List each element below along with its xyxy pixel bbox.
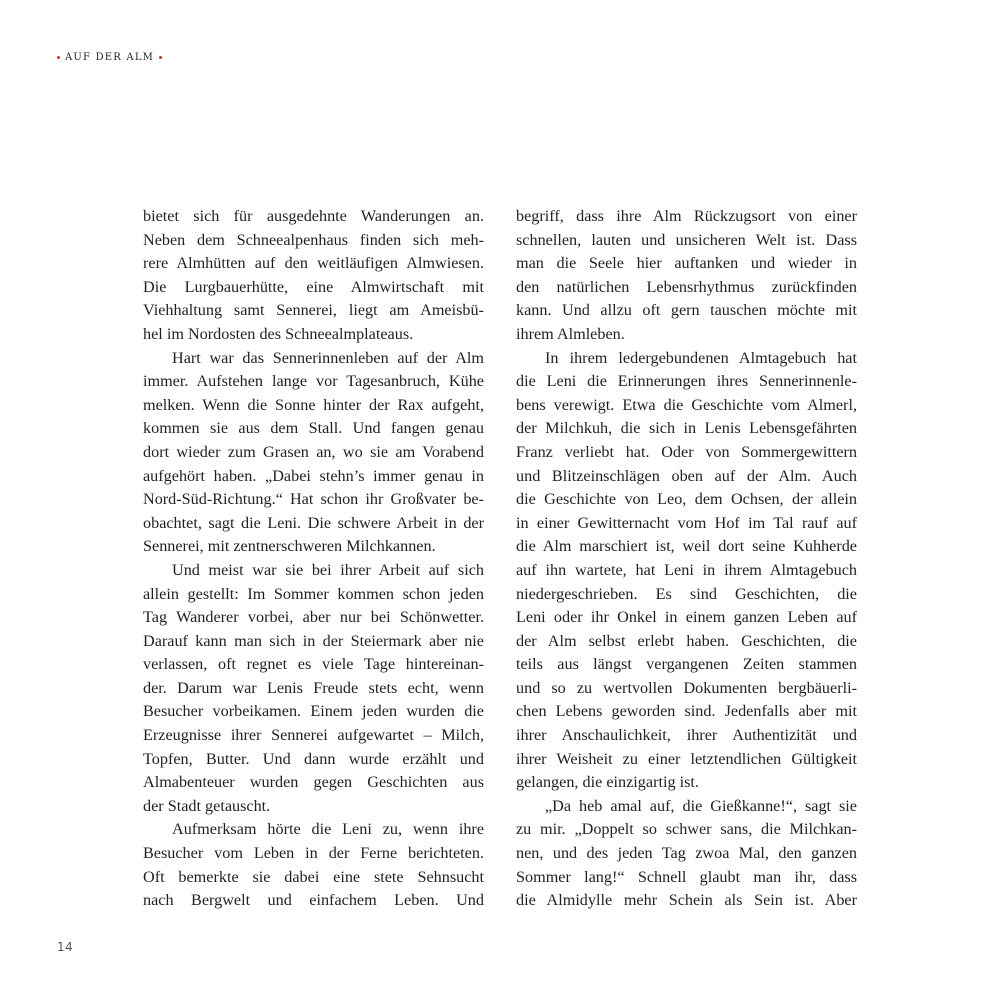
text-line: verlassen, oft regnet es viele Tage hintereinan- (143, 655, 484, 674)
text-line: Und meist war sie bei ihrer Arbeit auf sich (172, 560, 484, 579)
text-line: ihrem Almleben. (516, 324, 625, 343)
running-head (57, 52, 162, 63)
text-line: man die Seele hier auftanken und wieder in (516, 254, 857, 273)
text-line: rere Almhütten auf den weitläufigen Almwiesen. (143, 254, 484, 273)
text-line: hel im Nordosten des Schneealmplateaus. (143, 324, 414, 343)
text-line: Besucher vorbeikamen. Einem jeden wurden die (143, 702, 484, 721)
text-line: die Almidylle mehr Schein als Sein ist. Aber (516, 891, 857, 910)
text-line: die Alm marschiert ist, weil dort seine Kuhherde (516, 537, 857, 556)
text-line: Darauf kann man sich in der Steiermark aber nie (143, 631, 484, 650)
text-line: melken. Wenn die Sonne hinter der Rax aufgeht, (143, 395, 484, 414)
text-line: niedergeschrieben. Es sind Geschichten, die (516, 584, 857, 603)
text-line: und so zu wertvollen Dokumenten bergbäuerli- (516, 678, 857, 697)
text-line: Topfen, Butter. Und dann wurde erzählt und (143, 749, 484, 768)
text-line: Sommer lang!“ Schnell glaubt man ihr, dass (516, 867, 857, 886)
text-line: die Geschichte von Leo, dem Ochsen, der allein (516, 490, 857, 509)
text-line: aufgehört haben. „Dabei stehn’s immer genau in (143, 466, 484, 485)
text-line: In ihrem ledergebundenen Almtagebuch hat (545, 348, 857, 367)
text-line: der. Darum war Lenis Freude stets echt, wenn (143, 678, 484, 697)
text-line: Neben dem Schneealpenhaus finden sich meh- (143, 230, 484, 249)
page-number: 14 (57, 940, 74, 954)
text-line: Nord-Süd-Richtung.“ Hat schon ihr Großvater be- (143, 490, 484, 509)
text-line: Leni oder ihr Onkel in einem ganzen Leben auf (516, 608, 857, 627)
text-line: nach Bergwelt und einfachem Leben. Und (143, 891, 484, 910)
text-line: ihrer Weisheit zu einer letztendlichen Gültigkeit (516, 749, 857, 768)
text-column-left (143, 205, 484, 913)
text-line: schnellen, lauten und unsicheren Welt ist. Dass (516, 230, 857, 249)
text-column-right (516, 205, 857, 913)
text-line: zu mir. „Doppelt so schwer sans, die Milchkan- (516, 820, 857, 839)
text-line: immer. Aufstehen lange vor Tagesanbruch, Kühe (143, 372, 484, 391)
text-line: Hart war das Sennerinnenleben auf der Alm (172, 348, 484, 367)
text-line: Oft bemerkte sie dabei eine stete Sehnsucht (143, 867, 484, 886)
text-line: in einer Gewitternacht vom Hof im Tal rauf auf (516, 513, 857, 532)
text-line: den natürlichen Lebensrhythmus zurückfinden (516, 277, 857, 296)
text-line: und Blitzeinschlägen oben auf der Alm. Auch (516, 466, 857, 485)
running-head-title: AUF DER ALM (65, 52, 155, 63)
text-line: der Stadt getauscht. (143, 796, 271, 815)
text-line: der Alm selbst erlebt haben. Geschichten, die (516, 631, 857, 650)
text-line: kommen sie aus dem Stall. Und fangen genau (143, 419, 484, 438)
text-line: Besucher vom Leben in der Ferne berichteten. (143, 844, 484, 863)
text-line: Aufmerksam hörte die Leni zu, wenn ihre (172, 820, 484, 839)
text-line: gelangen, die einzigartig ist. (516, 773, 699, 792)
text-line: Almabenteuer wurden gegen Geschichten aus (143, 773, 484, 792)
ornament-dot-right (159, 56, 162, 59)
text-line: Sennerei, mit zentnerschweren Milchkannen. (143, 537, 436, 556)
text-line: Tag Wanderer vorbei, aber nur bei Schönwetter. (143, 608, 484, 627)
ornament-dot-left (57, 56, 60, 59)
text-line: teils aus längst vergangenen Zeiten stammen (516, 655, 857, 674)
text-line: nen, und des jeden Tag zwoa Mal, den ganzen (516, 844, 857, 863)
text-line: kann. Und allzu oft gern tauschen möchte mit (516, 301, 857, 320)
text-line: „Da heb amal auf, die Gießkanne!“, sagt sie (545, 796, 857, 815)
text-line: der Milchkuh, die sich in Lenis Lebensgefährten (516, 419, 857, 438)
text-line: Erzeugnisse ihrer Sennerei aufgewartet – Milch, (143, 726, 484, 745)
text-line: dort wieder zum Grasen an, wo sie am Vorabend (143, 442, 484, 461)
text-line: Viehhaltung samt Sennerei, liegt am Ameisbü- (143, 301, 484, 320)
text-line: Franz verliebt hat. Oder von Sommergewittern (516, 442, 857, 461)
text-line: die Leni die Erinnerungen ihres Sennerinnenle- (516, 372, 857, 391)
text-line: auf ihn wartete, hat Leni in ihrem Almtagebuch (516, 560, 857, 579)
text-line: allein gestellt: Im Sommer kommen schon jeden (143, 584, 484, 603)
text-line: bens verewigt. Etwa die Geschichte vom Almerl, (516, 395, 857, 414)
text-line: Die Lurgbauerhütte, eine Almwirtschaft mit (143, 277, 484, 296)
text-line: obachtet, sagt die Leni. Die schwere Arbeit in der (143, 513, 484, 532)
text-line: ihrer Anschaulichkeit, ihrer Authentizität und (516, 726, 857, 745)
text-line: begriff, dass ihre Alm Rückzugsort von einer (516, 207, 857, 225)
text-line: chen Lebens geworden sind. Jedenfalls aber mit (516, 702, 857, 721)
text-line: bietet sich für ausgedehnte Wanderungen an. (143, 207, 484, 225)
